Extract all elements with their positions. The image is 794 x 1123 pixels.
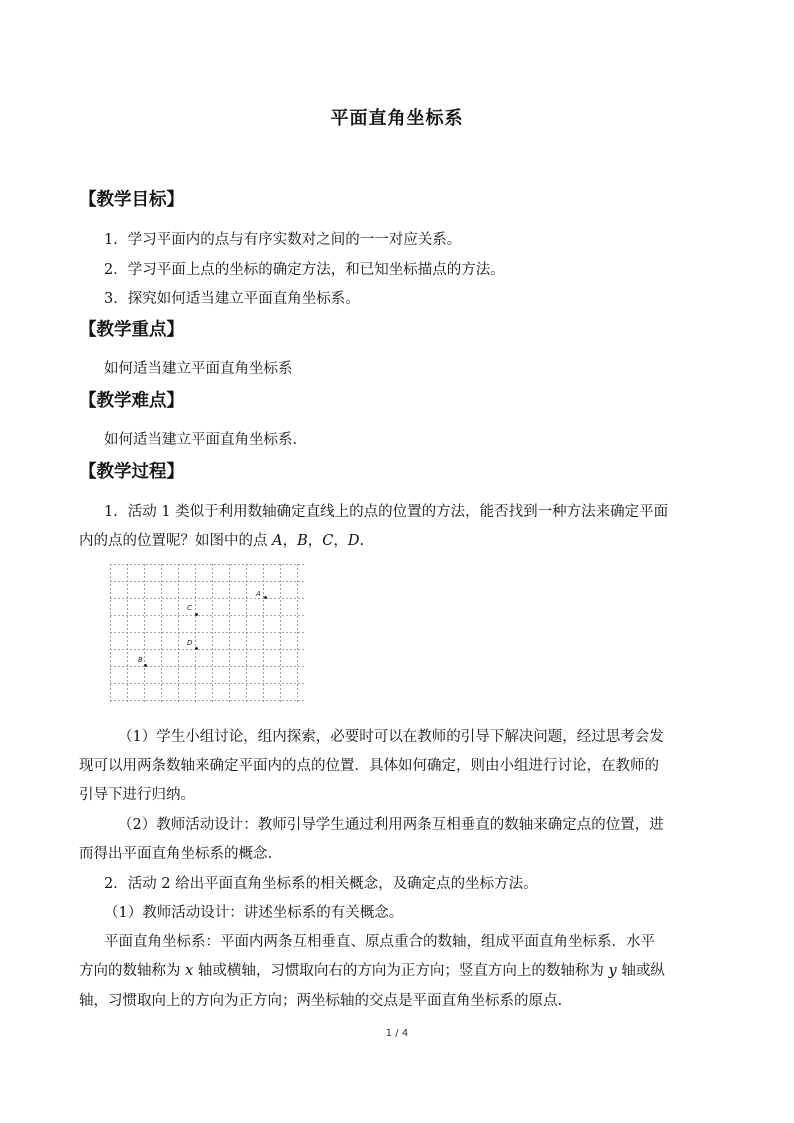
goal-item-2: 2．学习平面上点的坐标的确定方法，和已知坐标描点的方法。 xyxy=(104,262,505,278)
definition-line1: 平面直角坐标系：平面内两条互相垂直、原点重合的数轴，组成平面直角坐标系．水平 xyxy=(104,934,655,950)
activity2-step1: （1）教师活动设计：讲述坐标系的有关概念。 xyxy=(104,905,404,921)
activity1-line2-text: 内的点的位置呢？如图中的点 xyxy=(79,533,273,549)
step1-line3: 引导下进行归纳。 xyxy=(79,787,195,803)
page-number: 1 / 4 xyxy=(385,1028,409,1039)
point-label-d: D xyxy=(187,639,193,647)
activity1-line2 xyxy=(79,531,364,551)
separator: ， xyxy=(333,533,348,549)
step1-line1: （1）学生小组讨论，组内探索，必要时可以在教师的引导下解决问题，经过思考会发 xyxy=(118,729,664,745)
section-heading-goals: 【教学目标】 xyxy=(79,190,184,210)
key-points-text: 如何适当建立平面直角坐标系 xyxy=(104,361,293,377)
separator: ， xyxy=(282,533,298,549)
definition-line2 xyxy=(79,961,665,981)
section-heading-key-points: 【教学重点】 xyxy=(79,320,184,340)
point-label-c: C xyxy=(187,604,192,612)
point-d xyxy=(195,647,198,650)
section-heading-difficulties: 【教学难点】 xyxy=(79,391,184,411)
period: . xyxy=(359,533,365,549)
point-name-b: B xyxy=(297,533,308,549)
difficulties-text: 如何适当建立平面直角坐标系. xyxy=(104,432,298,448)
definition-line2-part1: 方向的数轴称为 xyxy=(79,963,186,979)
goal-item-3: 3．探究如何适当建立平面直角坐标系。 xyxy=(104,291,360,307)
definition-line3: 轴，习惯取向上的方向为正方向；两坐标轴的交点是平面直角坐标系的原点. xyxy=(79,993,563,1009)
point-name-d: D xyxy=(347,533,360,549)
grid-figure xyxy=(110,564,306,702)
point-label-a: A xyxy=(256,590,261,598)
point-b xyxy=(144,664,147,667)
step1-line2: 现可以用两条数轴来确定平面内的点的位置．具体如何确定，则由小组进行讨论，在教师的 xyxy=(79,758,659,774)
page-title: 平面直角坐标系 xyxy=(330,108,464,129)
activity2-line: 2．活动 2 给出平面直角坐标系的相关概念，及确定点的坐标方法。 xyxy=(104,876,538,892)
point-label-b: B xyxy=(138,656,143,664)
goal-item-1: 1．学习平面内的点与有序实数对之间的一一对应关系。 xyxy=(104,232,462,248)
definition-line2-part2: 轴或横轴，习惯取向右的方向为正方向；竖直方向上的数轴称为 xyxy=(193,963,609,979)
point-name-c: C xyxy=(322,533,334,549)
x-axis-symbol: x xyxy=(185,963,194,979)
definition-line2-part3: 轴或纵 xyxy=(616,963,665,979)
activity1-line1: 1．活动 1 类似于利用数轴确定直线上的点的位置的方法，能否找到一种方法来确定平面 xyxy=(104,504,669,520)
step2-line1: （2）教师活动设计：教师引导学生通过利用两条互相垂直的数轴来确定点的位置，进 xyxy=(118,817,664,833)
point-c xyxy=(195,613,198,616)
point-a xyxy=(264,596,267,599)
y-axis-symbol: y xyxy=(608,963,617,979)
step2-line2: 而得出平面直角坐标系的概念. xyxy=(79,846,273,862)
point-name-a: A xyxy=(272,533,283,549)
separator: ， xyxy=(307,533,323,549)
section-heading-process: 【教学过程】 xyxy=(79,462,184,482)
